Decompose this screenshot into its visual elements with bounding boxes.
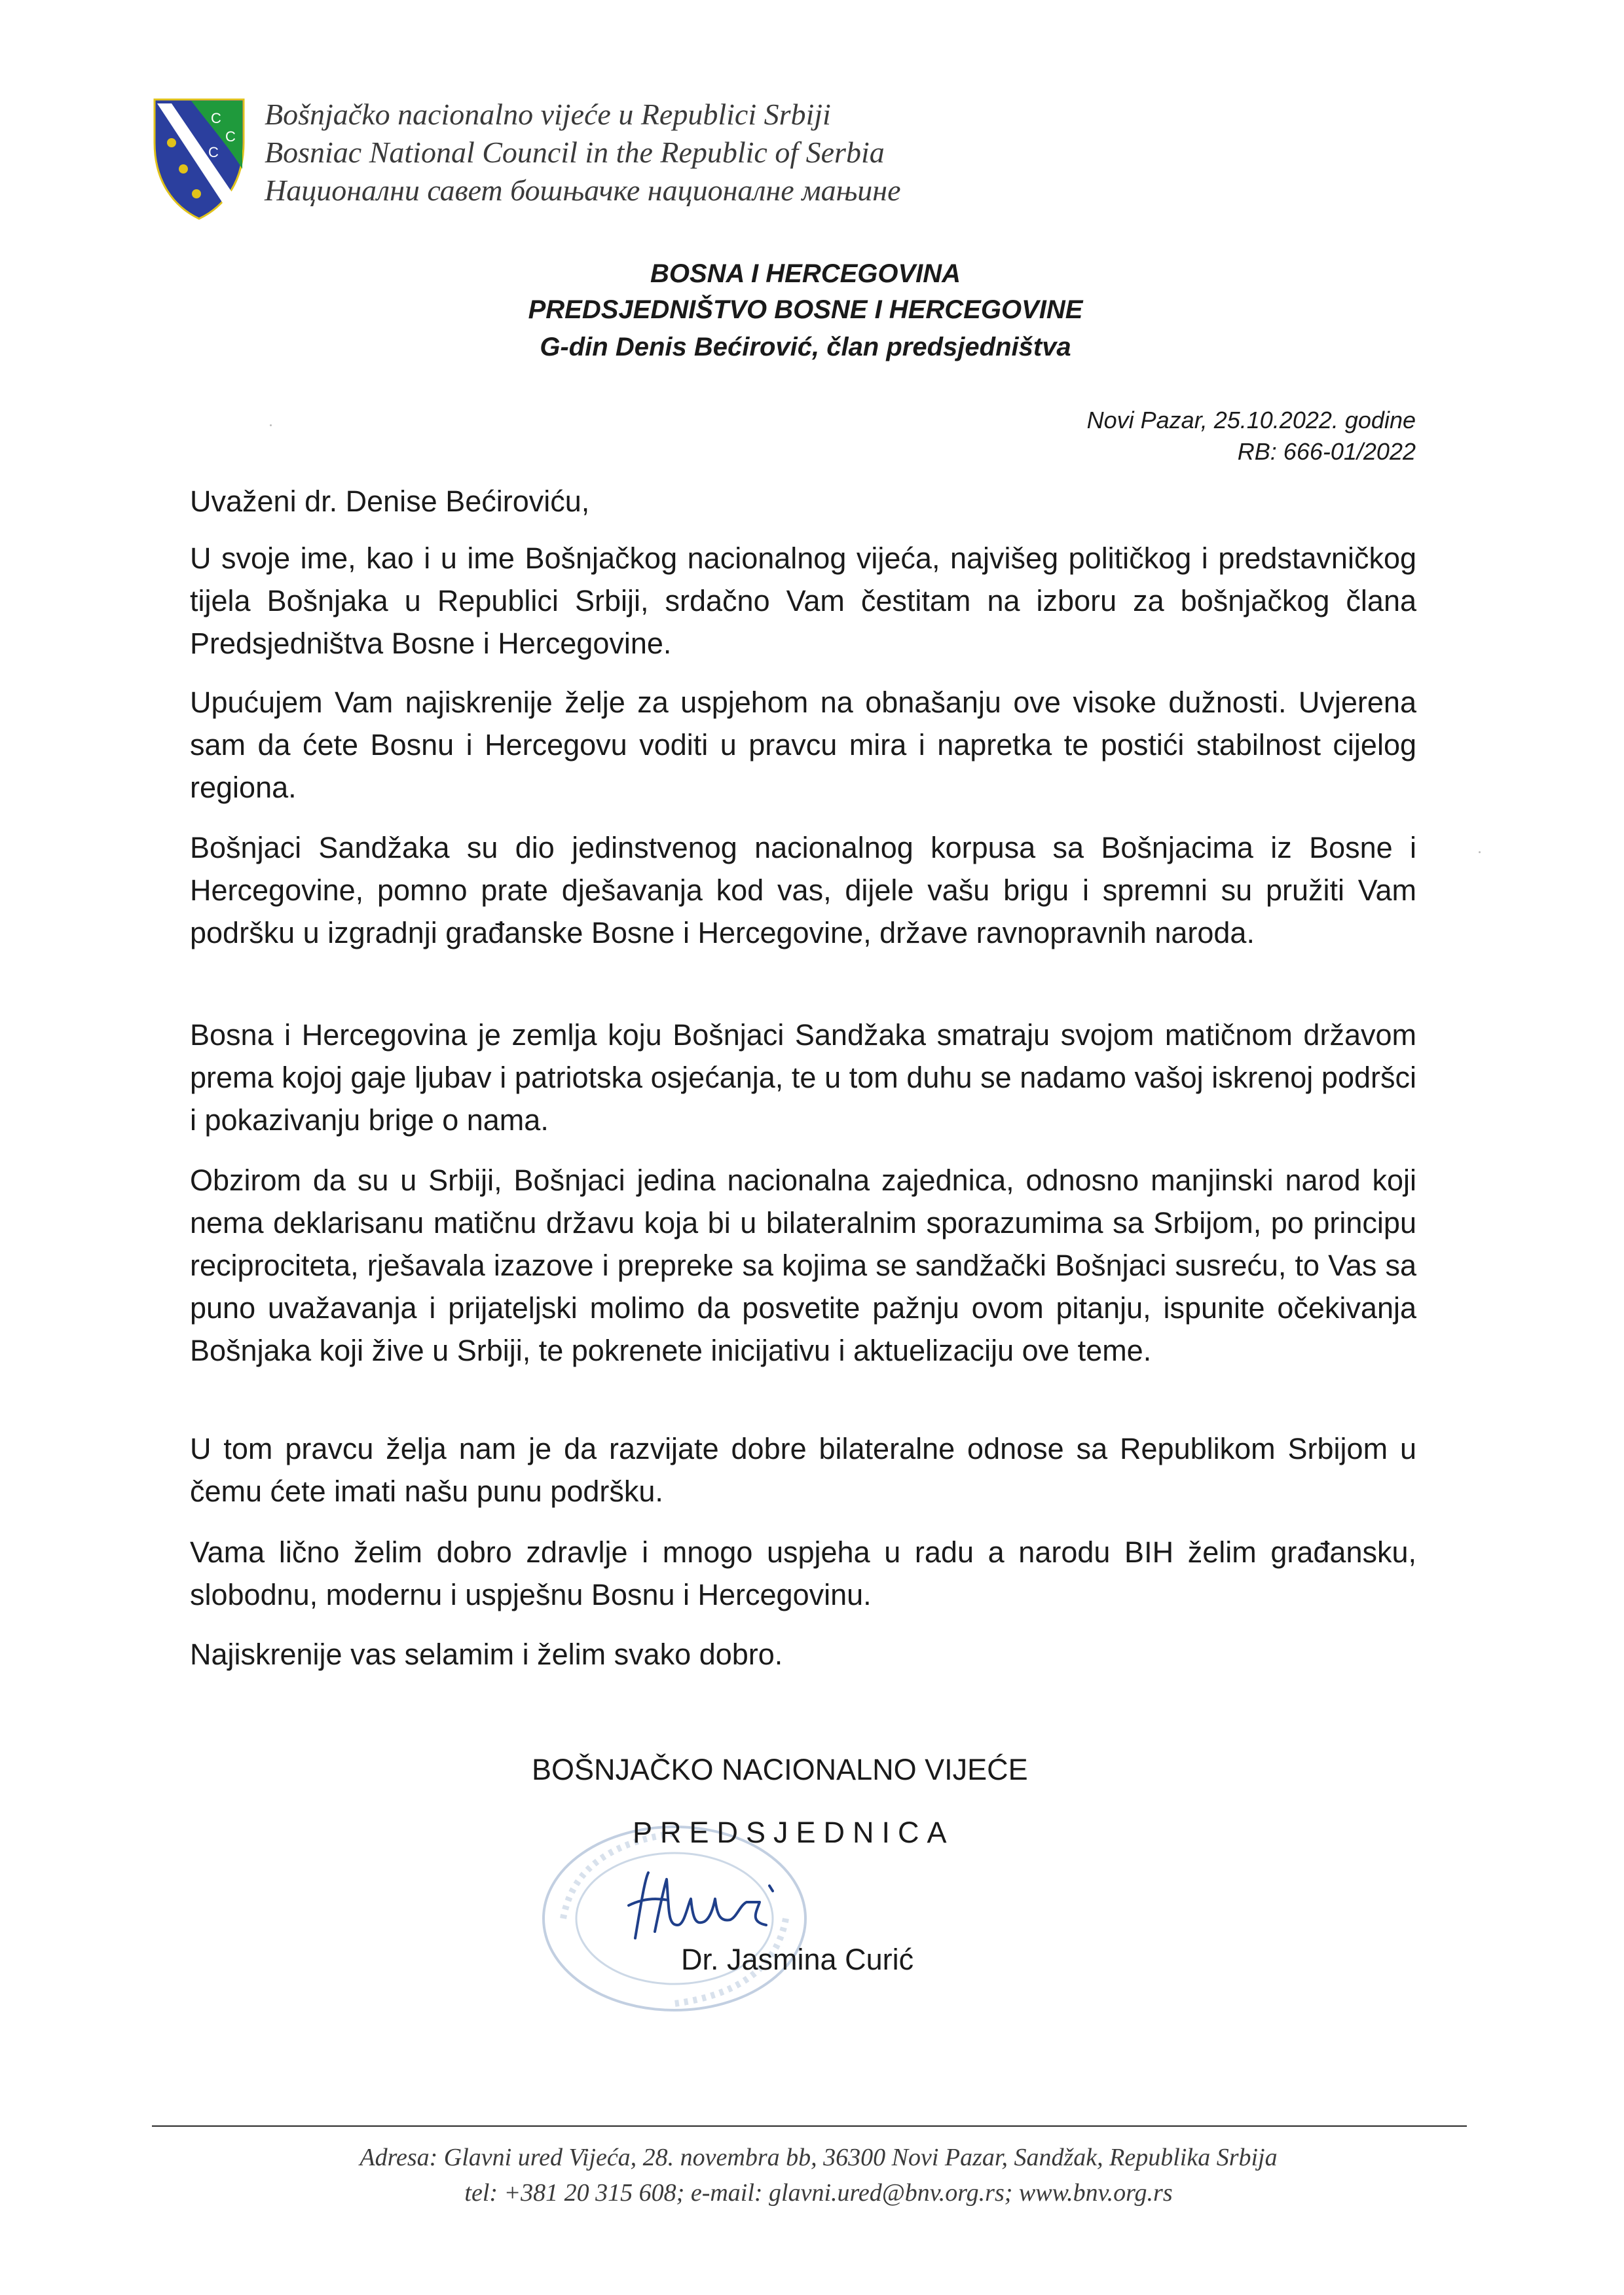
letterhead-line-cyrillic: Национални савет бошњачке националне мањине [265,174,901,207]
body-paragraph: Obzirom da su u Srbiji, Bošnjaci jedina nacionalna zajednica, odnosno manjinski narod koji nema deklarisanu matičnu državu koja bi u bilateralnim sporazumima sa Srbijom, po principu reciprociteta, rješavala izazove i prepreke sa kojima se sandžački Bošnjaci susreću, to Vas sa puno uvažavanja i prijateljski molimo da posvetite pažnju ovom pitanju, ispunite očekivanja Bošnjaka koji žive u Srbiji, te pokrenete inicijativu i aktuelizaciju ove teme. [190,1164,1416,1367]
reference-number: RB: 666-01/2022 [1237,438,1416,465]
body-paragraph: U svoje ime, kao i u ime Bošnjačkog nacionalnog vijeća, najvišeg političkog i predstavničkog tijela Bošnjaka u Republici Srbiji, srdačno Vam čestitam na izboru za bošnjačkog člana Predsjedništva Bosne i Hercegovine. [190,542,1416,660]
body-paragraph: Upućujem Vam najiskrenije želje za uspjehom na obnašanju ove visoke dužnosti. Uvjerena sam da ćete Bosnu i Hercegovu voditi u pravcu mira i napretka te postići stabilnost cijelog regiona. [190,686,1416,804]
letterhead-line-bosnian: Bošnjačko nacionalno vijeće u Republici Srbiji [265,98,831,131]
signature-title: PREDSJEDNICA [633,1816,955,1849]
signature-organization: BOŠNJAČKO NACIONALNO VIJEĆE [532,1753,1028,1786]
recipient-person: G-din Denis Bećirović, član predsjedništva [540,333,1071,361]
signatory-name: Dr. Jasmina Curić [681,1943,914,1976]
body-paragraph: Bošnjaci Sandžaka su dio jedinstvenog nacionalnog korpusa sa Bošnjacima iz Bosne i Hercegovine, pomno prate dješavanja kod vas, dijele vašu brigu i spremni su pružiti Vam podršku u izgradnji građanske Bosne i Hercegovine, države ravnopravnih naroda. [190,831,1416,949]
svg-text:C: C [211,110,221,126]
body-paragraph: Najiskrenije vas selamim i želim svako dobro. [190,1638,783,1671]
recipient-institution: PREDSJEDNIŠTVO BOSNE I HERCEGOVINE [528,295,1083,324]
place-and-date: Novi Pazar, 25.10.2022. godine [1086,407,1416,433]
salutation: Uvaženi dr. Denise Bećiroviću, [190,485,590,518]
svg-text:C: C [208,144,219,160]
footer-address: Adresa: Glavni ured Vijeća, 28. novembra bb, 36300 Novi Pazar, Sandžak, Republika Srbija [360,2144,1278,2171]
scan-speck [270,424,272,426]
bosniac-council-crest-icon [152,97,246,221]
body-paragraph: Bosna i Hercegovina je zemlja koju Bošnjaci Sandžaka smatraju svojom matičnom državom prema kojoj gaje ljubav i patriotska osjećanja, te u tom duhu se nadamo vašoj iskrenoj podršci i pokazivanju brige o nama. [190,1018,1416,1137]
body-paragraph: Vama lično želim dobro zdravlje i mnogo uspjeha u radu a narodu BIH želim građansku, slobodnu, modernu i uspješnu Bosnu i Hercegovinu. [190,1535,1416,1611]
letterhead-line-english: Bosniac National Council in the Republic of Serbia [265,136,885,169]
svg-text:C: C [225,128,236,145]
footer-contact: tel: +381 20 315 608; e-mail: glavni.ured@bnv.org.rs; www.bnv.org.rs [464,2179,1173,2207]
recipient-country: BOSNA I HERCEGOVINA [650,259,961,288]
body-paragraph: U tom pravcu želja nam je da razvijate dobre bilateralne odnose sa Republikom Srbijom u čemu ćete imati našu punu podršku. [190,1432,1416,1508]
scan-speck [1479,851,1481,853]
footer-divider [152,2125,1467,2127]
